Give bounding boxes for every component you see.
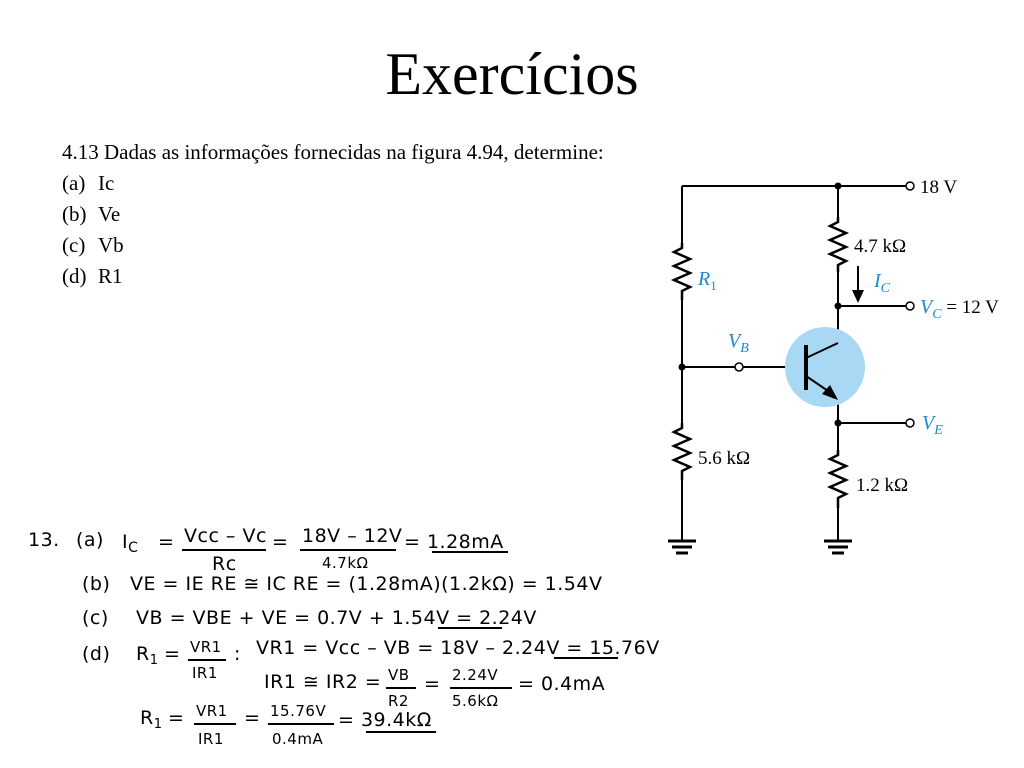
ic-label: $I_C$ xyxy=(874,270,891,296)
part-a-label: (a) xyxy=(76,529,104,551)
fraction-numerator: 15.76V xyxy=(270,702,327,720)
ir1-equation: IR1 ≅ IR2 = xyxy=(264,671,382,693)
item-label: (c) xyxy=(62,233,86,257)
fraction-denominator: R2 xyxy=(388,692,409,710)
slide-title: Exercícios xyxy=(385,41,639,107)
solution-number: 13. xyxy=(28,529,60,551)
item-text: R1 xyxy=(98,264,123,288)
item-label: (b) xyxy=(62,202,87,226)
problem-statement: 4.13 Dadas as informações fornecidas na figura 4.94, determine: xyxy=(62,140,604,164)
fraction-denominator: IR1 xyxy=(192,664,218,682)
item-label: (a) xyxy=(62,171,86,195)
equals: = xyxy=(424,673,441,695)
vb-label: $V_B$ xyxy=(728,330,749,356)
fraction-numerator: 18V – 12V xyxy=(302,525,403,547)
item-text: Ic xyxy=(98,171,115,195)
equals: = xyxy=(272,531,289,553)
supply-label: 18 V xyxy=(920,177,958,198)
item-text: Vb xyxy=(98,233,124,257)
ve-label: $V_E$ xyxy=(922,412,943,438)
equals: = xyxy=(168,707,185,729)
fraction-denominator: IR1 xyxy=(198,730,224,748)
ir-result: = 0.4mA xyxy=(518,673,606,695)
ic-symbol: $I_C$ xyxy=(122,531,139,556)
r2-value: 5.6 kΩ xyxy=(698,448,751,469)
r1-label: $R_1$ xyxy=(698,268,717,293)
fraction-denominator: Rc xyxy=(212,553,237,575)
item-text: Ve xyxy=(98,202,121,226)
vr1-equation: VR1 = Vcc – VB = 18V – 2.24V = 15.76V xyxy=(256,637,660,659)
re-value: 1.2 kΩ xyxy=(856,475,909,496)
result-ic: = 1.28mA xyxy=(404,531,504,553)
part-b-label: (b) xyxy=(82,573,111,595)
equals: = xyxy=(158,531,175,553)
equals: = xyxy=(164,643,181,665)
part-c-equation: VB = VBE + VE = 0.7V + 1.54V = 2.24V xyxy=(136,607,537,629)
fraction-numerator: VR1 xyxy=(190,638,222,656)
fraction-denominator: 0.4mA xyxy=(272,730,324,748)
part-d-label: (d) xyxy=(82,643,111,665)
part-b-equation: VE = IE RE ≅ IC RE = (1.28mA)(1.2kΩ) = 1.54V xyxy=(130,573,603,595)
fraction-denominator: 4.7kΩ xyxy=(322,554,369,572)
item-label: (d) xyxy=(62,264,87,288)
fraction-numerator: 2.24V xyxy=(452,666,499,684)
r1-result: = 39.4kΩ xyxy=(338,709,432,731)
rc-value: 4.7 kΩ xyxy=(854,236,907,257)
equals: = xyxy=(244,707,261,729)
r1-symbol: $R_1$ xyxy=(140,707,163,732)
part-c-label: (c) xyxy=(82,607,109,629)
r1-symbol: $R_1$ xyxy=(136,643,159,668)
fraction-numerator: VR1 xyxy=(196,702,228,720)
separator: : xyxy=(234,643,241,665)
fraction-numerator: Vcc – Vc xyxy=(184,525,267,547)
fraction-denominator: 5.6kΩ xyxy=(452,692,499,710)
vc-label: $V_C = 12$ V xyxy=(920,296,999,322)
fraction-numerator: VB xyxy=(388,666,410,684)
